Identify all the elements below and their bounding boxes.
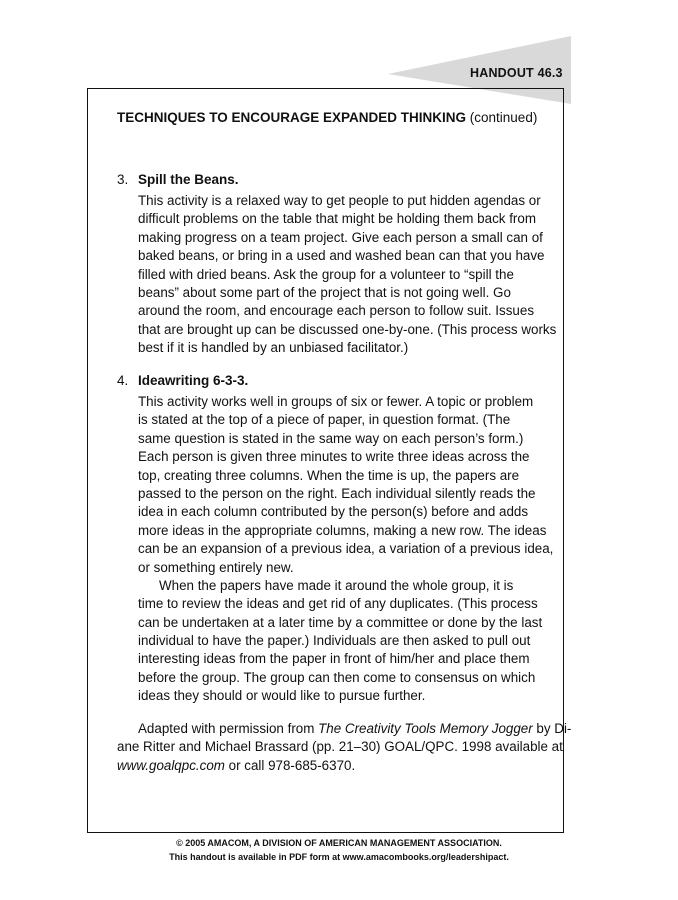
item-title: Spill the Beans. (138, 172, 239, 187)
body-line: time to review the ideas and get rid of any duplicates. (This process (138, 596, 538, 612)
body-line: beans” about some part of the project that is not going well. Go (138, 284, 511, 300)
body-line: is stated at the top of a piece of paper, in question format. (The (138, 412, 511, 428)
credit-line (117, 720, 572, 738)
credit-prefix: Adapted with permission from (138, 721, 319, 736)
item-number: 3. (117, 172, 129, 187)
body-line: Each person is given three minutes to write three ideas across the (138, 449, 530, 465)
item-body (138, 393, 558, 706)
body-line: individual to have the paper.) Individuals are then asked to pull out (138, 633, 531, 649)
footer-copyright: © 2005 AMACOM, A DIVISION OF AMERICAN MANAGEMENT ASSOCIATION. (176, 838, 502, 848)
footer-pdf-note: This handout is available in PDF form at www.amacombooks.org/leadershipact. (169, 852, 509, 862)
body-line: passed to the person on the right. Each individual silently reads the (138, 485, 536, 501)
body-line: interesting ideas from the paper in front of him/her and place them (138, 651, 530, 667)
body-line: making progress on a team project. Give each person a small can of (138, 229, 543, 245)
heading-continued: (continued) (466, 110, 538, 125)
body-line: can be an expansion of a previous idea, a variation of a previous idea, (138, 541, 554, 557)
body-line: before the group. The group can then come to consensus on which (138, 669, 536, 685)
body-line: can be undertaken at a later time by a committee or done by the last (138, 614, 543, 630)
heading-main: TECHNIQUES TO ENCOURAGE EXPANDED THINKING (117, 110, 467, 125)
credit-line (117, 757, 562, 775)
body-line: This activity works well in groups of six or fewer. A topic or problem (138, 394, 534, 409)
handout-label: HANDOUT 46.3 (470, 66, 563, 80)
body-line: same question is stated in the same way on each person’s form.) (138, 430, 524, 446)
body-line: filled with dried beans. Ask the group for a volunteer to “spill the (138, 266, 514, 282)
body-line-indented: When the papers have made it around the whole group, it is (159, 577, 514, 593)
credit-url-link[interactable]: www.goalqpc.com (117, 757, 225, 773)
body-line: top, creating three columns. When the time is up, the papers are (138, 467, 520, 483)
body-line: ideas they should or would like to pursue further. (138, 688, 426, 704)
body-line: around the room, and encourage each person to follow suit. Issues (138, 303, 535, 319)
body-line: difficult problems on the table that might be holding them back from (138, 211, 536, 227)
attribution-credit (117, 720, 572, 775)
item-body (138, 192, 558, 358)
credit-book-title: The Creativity Tools Memory Jogger (318, 721, 533, 736)
credit-phone: or call 978-685-6370. (224, 757, 356, 773)
body-line: baked beans, or bring in a used and washed bean can that you have (138, 248, 545, 264)
body-line: idea in each column contributed by the person(s) before and adds (138, 504, 529, 520)
body-line: that are brought up can be discussed one-by-one. (This process works (138, 321, 557, 337)
item-title: Ideawriting 6-3-3. (138, 373, 249, 388)
page-heading (117, 110, 537, 125)
body-line: or something entirely new. (138, 559, 294, 575)
body-line: This activity is a relaxed way to get people to put hidden agendas or (138, 193, 541, 208)
credit-line: ane Ritter and Michael Brassard (pp. 21–30) GOAL/QPC. 1998 available at (117, 739, 563, 755)
body-line: more ideas in the appropriate columns, making a new row. The ideas (138, 522, 547, 538)
item-number: 4. (117, 373, 129, 388)
credit-suffix: by Di- (532, 721, 572, 736)
body-line: best if it is handled by an unbiased facilitator.) (138, 340, 409, 356)
